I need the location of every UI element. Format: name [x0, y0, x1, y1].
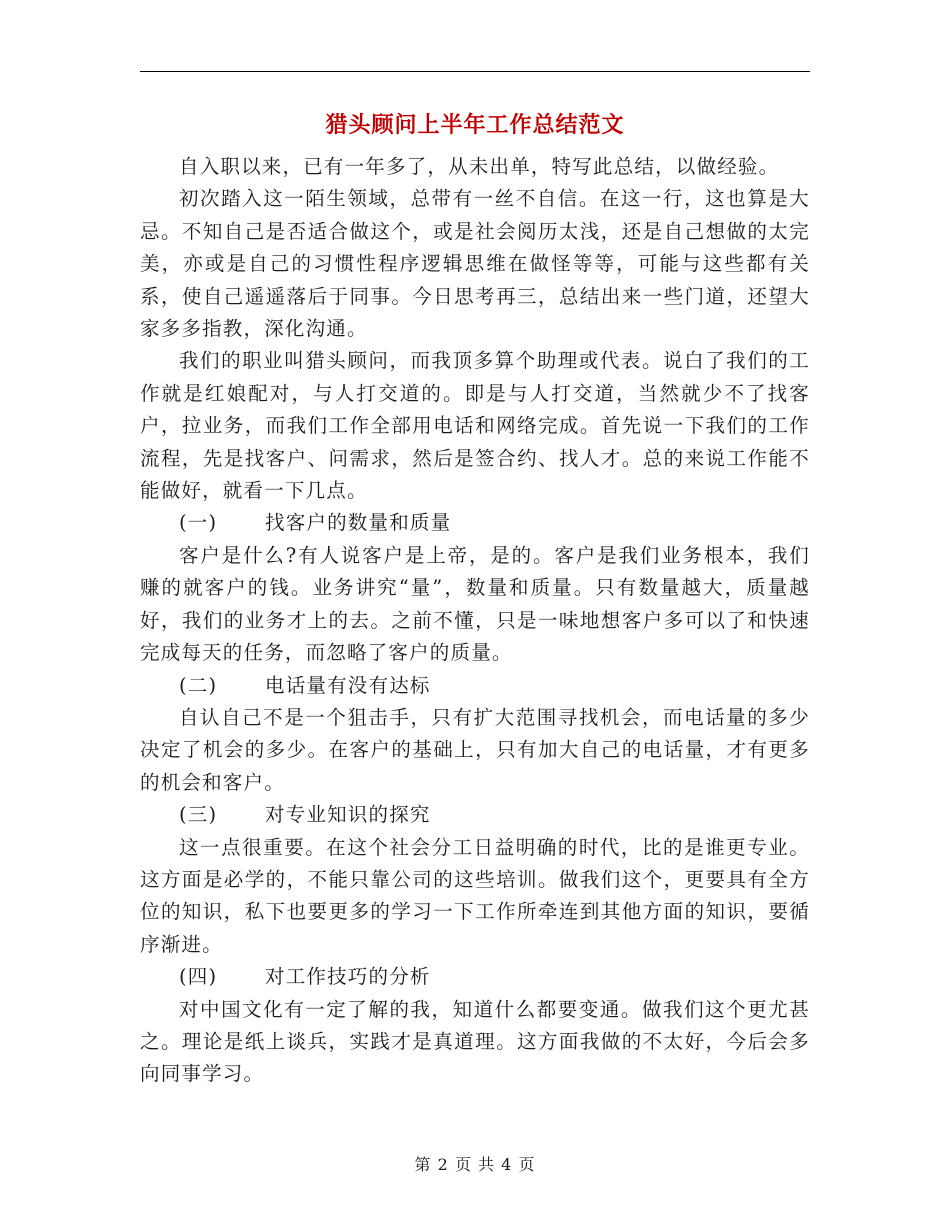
paragraph-intro: 自入职以来，已有一年多了，从未出单，特写此总结，以做经验。: [179, 155, 780, 178]
footer-label-ye-end: 页: [518, 1155, 536, 1174]
section-title: 对专业知识的探究: [265, 803, 431, 827]
section-number: (四): [179, 965, 218, 989]
footer-label-gong: 共: [478, 1155, 496, 1174]
footer-label-di: 第: [414, 1155, 432, 1174]
paragraph-call-volume: 自认自己不是一个狙击手，只有扩大范围寻找机会，而电话量的多少决定了机会的多少。在客户的基础上，只有加大自己的电话量，才有更多的机会和客户。: [140, 705, 810, 794]
footer-current-page: 2: [437, 1155, 449, 1174]
section-heading-3: [140, 799, 810, 831]
section-number: (一): [179, 511, 218, 535]
section-title: 找客户的数量和质量: [265, 511, 452, 535]
section-title: 电话量有没有达标: [265, 673, 431, 697]
section-heading-4: [140, 961, 810, 993]
paragraph-client-quantity: 客户是什么?有人说客户是上帝，是的。客户是我们业务根本，我们赚的就客户的钱。业务讲究“量”，数量和质量。只有数量越大，质量越好，我们的业务才上的去。之前不懂，只是一味地想客户多可以了和快速完成每天的任务，而忽略了客户的质量。: [140, 543, 810, 665]
section-number: (三): [179, 803, 218, 827]
document-body: [140, 151, 810, 1091]
section-heading-2: [140, 670, 810, 702]
header-rule: [140, 71, 810, 72]
paragraph-first-steps: 初次踏入这一陌生领域，总带有一丝不自信。在这一行，这也算是大忌。不知自己是否适合做这个，或是社会阅历太浅，还是自己想做的太完美，亦或是自己的习惯性程序逻辑思维在做怪等等，可能与这些都有关系，使自己遥遥落后于同事。今日思考再三，总结出来一些门道，还望大家多多指教，深化沟通。: [140, 187, 810, 341]
section-heading-1: [140, 507, 810, 539]
section-number: (二): [179, 673, 218, 697]
footer-total-pages: 4: [501, 1155, 513, 1174]
section-title: 对工作技巧的分析: [265, 965, 431, 989]
paragraph-job-description: 我们的职业叫猎头顾问，而我顶多算个助理或代表。说白了我们的工作就是红娘配对，与人打交道的。即是与人打交道，当然就少不了找客户，拉业务，而我们工作全部用电话和网络完成。首先说一下我们的工作流程，先是找客户、问需求，然后是签合约、找人才。总的来说工作能不能做好，就看一下几点。: [140, 349, 810, 503]
document-title: 猎头顾问上半年工作总结范文: [325, 113, 625, 138]
paragraph-professional-knowledge: 这一点很重要。在这个社会分工日益明确的时代，比的是谁更专业。这方面是必学的，不能只靠公司的这些培训。做我们这个，更要具有全方位的知识，私下也要更多的学习一下工作所牵连到其他方面的知识，要循序渐进。: [140, 835, 810, 956]
paragraph-work-skills: 对中国文化有一定了解的我，知道什么都要变通。做我们这个更尤甚之。理论是纸上谈兵，实践才是真道理。这方面我做的不太好，今后会多向同事学习。: [140, 997, 810, 1086]
page-footer: [0, 1152, 950, 1175]
footer-label-ye: 页: [454, 1155, 472, 1174]
